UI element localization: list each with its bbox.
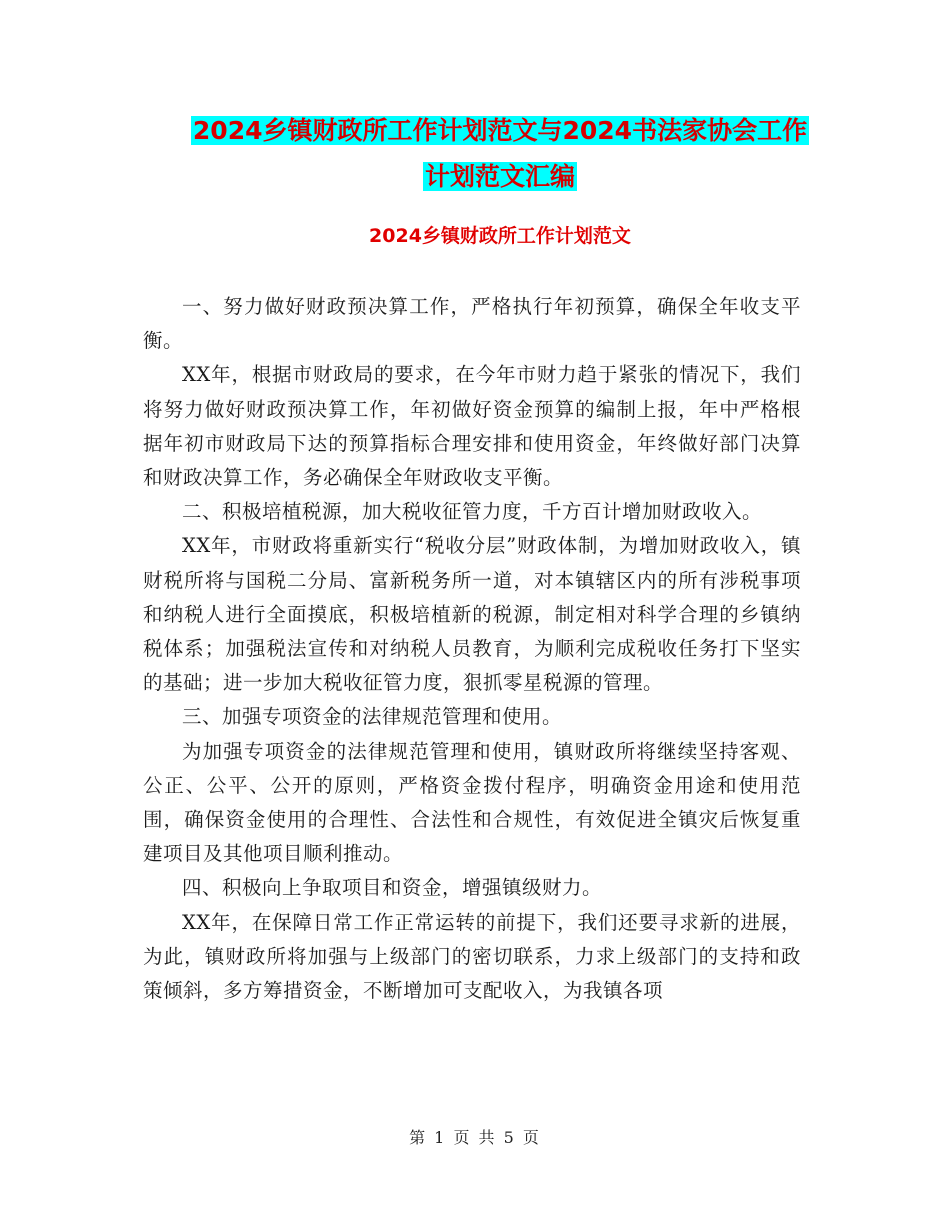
paragraph: 一、努力做好财政预决算工作，严格执行年初预算，确保全年收支平衡。 <box>143 295 801 353</box>
paragraph: 二、积极培植税源，加大税收征管力度，千方百计增加财政收入。 <box>182 500 763 524</box>
paragraph: XX年，根据市财政局的要求，在今年市财力趋于紧张的情况下，我们将努力做好财政预决算工作，年初做好资金预算的编制上报，年中严格根据年初市财政局下达的预算指标合理安排和使用资金，年终做好部门决算和财政决算工作，务必确保全年财政收支平衡。 <box>143 363 801 490</box>
paragraph: 三、加强专项资金的法律规范管理和使用。 <box>182 705 563 729</box>
page-footer: 第 1 页 共 5 页 <box>409 1128 541 1147</box>
document-body <box>143 290 801 1008</box>
document-title-line-1: 2024乡镇财政所工作计划范文与2024书法家协会工作 <box>192 116 808 145</box>
paragraph: 四、积极向上争取项目和资金，增强镇级财力。 <box>182 876 603 900</box>
document-title-line-2: 计划范文汇编 <box>424 162 575 191</box>
section-title: 2024乡镇财政所工作计划范文 <box>369 225 631 247</box>
paragraph: XX年，市财政将重新实行“税收分层”财政体制，为增加财政收入，镇财税所将与国税二分局、富新税务所一道，对本镇辖区内的所有涉税事项和纳税人进行全面摸底，积极培植新的税源，制定相对科学合理的乡镇纳税体系；加强税法宣传和对纳税人员教育，为顺利完成税收任务打下坚实的基础；进一步加大税收征管力度，狠抓零星税源的管理。 <box>143 534 801 695</box>
document-title <box>140 108 860 200</box>
paragraph: 为加强专项资金的法律规范管理和使用，镇财政所将继续坚持客观、公正、公平、公开的原则，严格资金拨付程序，明确资金用途和使用范围，确保资金使用的合理性、合法性和合规性，有效促进全镇灾后恢复重建项目及其他项目顺利推动。 <box>143 739 801 866</box>
paragraph: XX年，在保障日常工作正常运转的前提下，我们还要寻求新的进展，为此，镇财政所将加强与上级部门的密切联系，力求上级部门的支持和政策倾斜，多方筹措资金，不断增加可支配收入，为我镇各项 <box>143 910 801 1003</box>
